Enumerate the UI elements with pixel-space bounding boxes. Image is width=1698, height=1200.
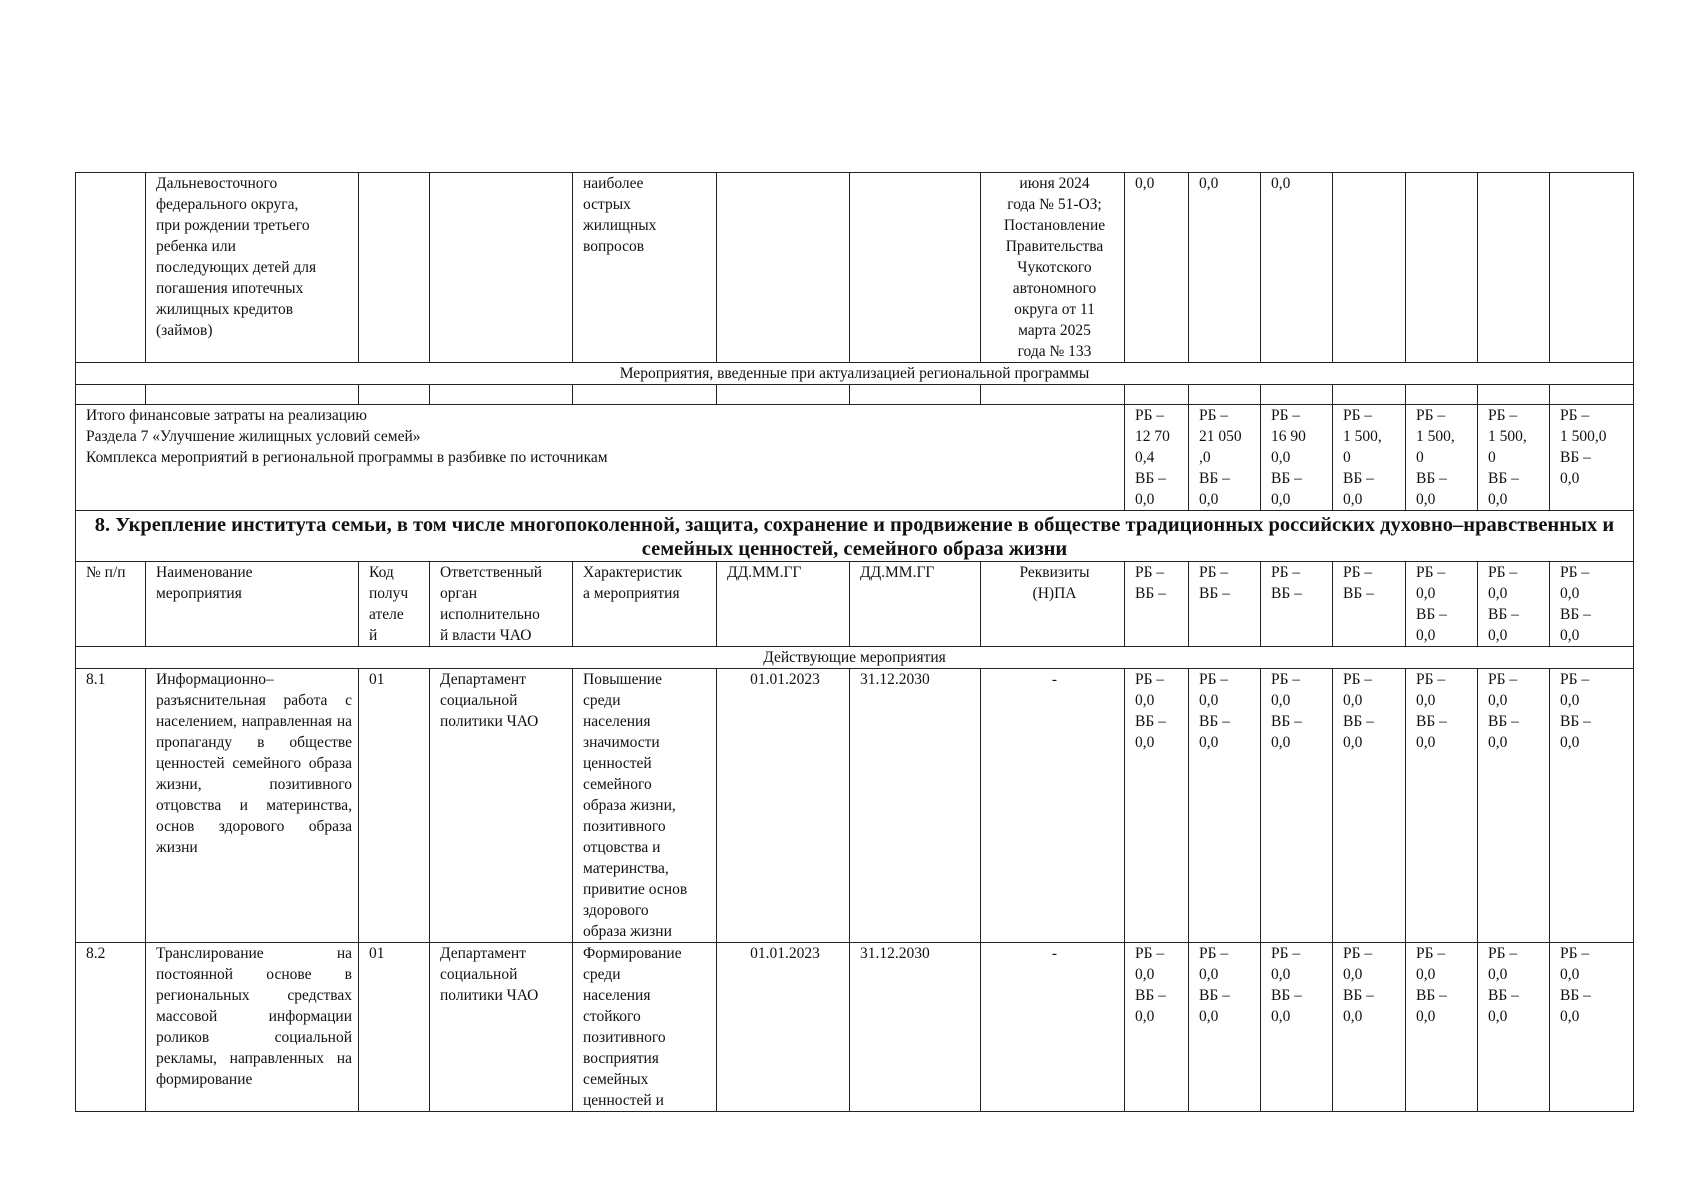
cell-org [430,173,573,363]
row-amount-5: РБ – 0,0 ВБ – 0,0 [1406,943,1478,1112]
cell-amount-6 [1478,173,1550,363]
total-amount-6: РБ – 1 500, 0 ВБ – 0,0 [1478,405,1550,511]
row-characteristic: Формирование среди населения стойкого позитивного восприятия семейных ценностей и [573,943,717,1112]
cell-npa: июня 2024 года № 51-ОЗ; Постановление Правительства Чукотского автономного округа от 11 марта 2025 года № 133 [981,173,1125,363]
current-measures-banner-row [76,647,1634,669]
row-amount-4: РБ – 0,0 ВБ – 0,0 [1333,669,1406,943]
row-amount-2: РБ – 0,0 ВБ – 0,0 [1189,943,1261,1112]
header-end: ДД.ММ.ГГ [850,562,981,647]
cell-amount-3: 0,0 [1261,173,1333,363]
row-npa: - [981,943,1125,1112]
row-amount-2: РБ – 0,0 ВБ – 0,0 [1189,669,1261,943]
totals-label: Итого финансовые затраты на реализацию Раздела 7 «Улучшение жилищных условий семей» Комплекса мероприятий в региональной программы в разбивке по источникам [76,405,1125,511]
cell-amount-1: 0,0 [1125,173,1189,363]
measures-table [75,172,1634,1112]
row-start-date: 01.01.2023 [717,669,850,943]
continuation-row [76,173,1634,363]
header-amount-2: РБ – ВБ – [1189,562,1261,647]
header-characteristic: Характеристик а мероприятия [573,562,717,647]
cell-code [359,173,430,363]
header-amount-3: РБ – ВБ – [1261,562,1333,647]
row-amount-3: РБ – 0,0 ВБ – 0,0 [1261,669,1333,943]
row-code: 01 [359,669,430,943]
cell-amount-4 [1333,173,1406,363]
row-end-date: 31.12.2030 [850,669,981,943]
row-amount-5: РБ – 0,0 ВБ – 0,0 [1406,669,1478,943]
total-amount-4: РБ – 1 500, 0 ВБ – 0,0 [1333,405,1406,511]
row-characteristic: Повышение среди населения значимости ценностей семейного образа жизни, позитивного отцовства и материнства, привитие основ здорового образа жизни [573,669,717,943]
header-amount-5: РБ – 0,0 ВБ – 0,0 [1406,562,1478,647]
header-row [76,562,1634,647]
cell-measure-name: Дальневосточного федерального округа, при рождении третьего ребенка или последующих детей для погашения ипотечных жилищных кредитов (займов) [146,173,359,363]
header-num: № п/п [76,562,146,647]
header-amount-1: РБ – ВБ – [1125,562,1189,647]
section-title-row [76,511,1634,562]
row-measure-name: Информационно–разъяснительная работа с населением, направленная на пропаганду в обществе ценностей семейного образа жизни, позитивного отцовства и материнства, основ здорового образа жизни [146,669,359,943]
row-amount-6: РБ – 0,0 ВБ – 0,0 [1478,943,1550,1112]
cell-amount-5 [1406,173,1478,363]
row-org: Департамент социальной политики ЧАО [430,669,573,943]
row-amount-7: РБ – 0,0 ВБ – 0,0 [1550,943,1634,1112]
row-amount-3: РБ – 0,0 ВБ – 0,0 [1261,943,1333,1112]
document-page [75,172,1633,1112]
row-num: 8.1 [76,669,146,943]
total-amount-5: РБ – 1 500, 0 ВБ – 0,0 [1406,405,1478,511]
header-amount-6: РБ – 0,0 ВБ – 0,0 [1478,562,1550,647]
row-amount-1: РБ – 0,0 ВБ – 0,0 [1125,943,1189,1112]
header-amount-7: РБ – 0,0 ВБ – 0,0 [1550,562,1634,647]
table-row [76,669,1634,943]
header-org: Ответственный орган исполнительно й власти ЧАО [430,562,573,647]
total-amount-2: РБ – 21 050 ,0 ВБ – 0,0 [1189,405,1261,511]
header-start: ДД.ММ.ГГ [717,562,850,647]
row-num: 8.2 [76,943,146,1112]
row-end-date: 31.12.2030 [850,943,981,1112]
cell-characteristic: наиболее острых жилищных вопросов [573,173,717,363]
empty-row [76,385,1634,405]
new-measures-banner-row [76,363,1634,385]
row-amount-7: РБ – 0,0 ВБ – 0,0 [1550,669,1634,943]
current-measures-banner: Действующие мероприятия [76,647,1634,669]
row-amount-4: РБ – 0,0 ВБ – 0,0 [1333,943,1406,1112]
header-npa: Реквизиты (Н)ПА [981,562,1125,647]
row-measure-name: Транслирование на постоянной основе в региональных средствах массовой информации роликов социальной рекламы, направленных на формирование [146,943,359,1112]
section-8-title: 8. Укрепление института семьи, в том числе многопоколенной, защита, сохранение и продвижение в обществе традиционных российских духовно–нравственных и семейных ценностей, семейного образа жизни [76,511,1634,562]
total-amount-1: РБ – 12 70 0,4 ВБ – 0,0 [1125,405,1189,511]
total-amount-7: РБ – 1 500,0 ВБ – 0,0 [1550,405,1634,511]
cell-end [850,173,981,363]
row-amount-6: РБ – 0,0 ВБ – 0,0 [1478,669,1550,943]
row-code: 01 [359,943,430,1112]
header-amount-4: РБ – ВБ – [1333,562,1406,647]
row-npa: - [981,669,1125,943]
header-code: Код получ ателе й [359,562,430,647]
row-amount-1: РБ – 0,0 ВБ – 0,0 [1125,669,1189,943]
cell-num [76,173,146,363]
total-amount-3: РБ – 16 90 0,0 ВБ – 0,0 [1261,405,1333,511]
row-org: Департамент социальной политики ЧАО [430,943,573,1112]
row-start-date: 01.01.2023 [717,943,850,1112]
cell-start [717,173,850,363]
table-row [76,943,1634,1112]
cell-amount-7 [1550,173,1634,363]
totals-row [76,405,1634,511]
new-measures-banner: Мероприятия, введенные при актуализацией региональной программы [76,363,1634,385]
header-name: Наименование мероприятия [146,562,359,647]
cell-amount-2: 0,0 [1189,173,1261,363]
